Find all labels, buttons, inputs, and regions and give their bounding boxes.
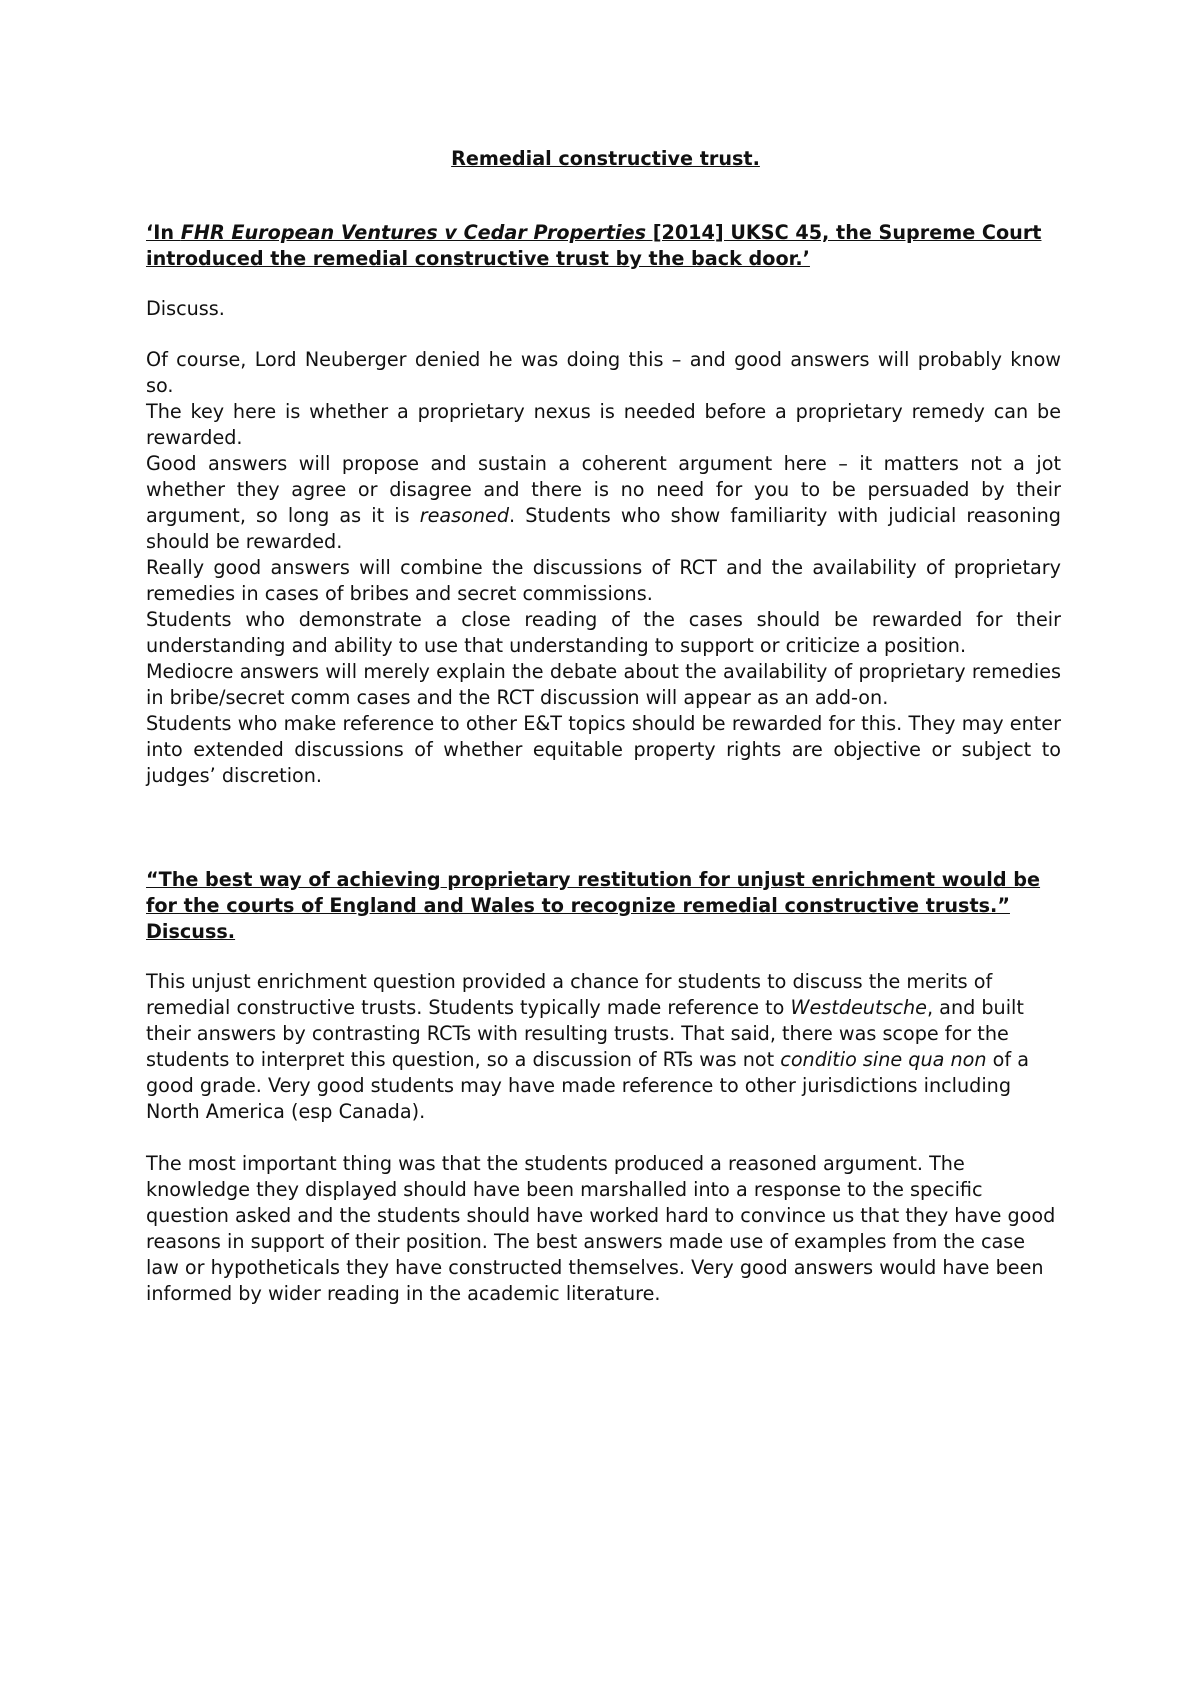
q1-paragraph-2: The key here is whether a proprietary nexus is needed before a proprietary remedy can be rewarded. (146, 400, 1061, 449)
q1-paragraph-3 (146, 451, 1061, 555)
question-2-heading: “The best way of achieving proprietary restitution for unjust enrichment would be for the courts of England and Wales to recognize remedial constructive trusts.” Discuss. (146, 868, 1041, 943)
q1-paragraph-3-part-1: Good answers will propose and sustain a coherent argument here – it matters not a jot whether they agree or disagree and there is no need for you to be persuaded by their argument, so long as it is (146, 452, 1061, 527)
q2-paragraph-1-part-3: of a good grade. Very good students may have made reference to other jurisdictions including North America (esp Canada). (146, 1048, 1030, 1123)
q2-paragraph-1-latin-italic: conditio sine qua non (780, 1048, 987, 1071)
paragraph-spacer (146, 1125, 1061, 1151)
section-spacer (146, 789, 1061, 867)
question-1-instruction: Discuss. (146, 297, 225, 320)
question-1-quote-open: ‘In (146, 221, 181, 244)
q1-paragraph-5: Students who demonstrate a close reading of the cases should be rewarded for their understanding and ability to use that understanding to support or criticize a position. (146, 608, 1061, 657)
question-1-quote-rest: [2014] UKSC 45, the Supreme Court introduced the remedial constructive trust by the back door.’ (146, 221, 1042, 270)
document-title: Remedial constructive trust. (451, 147, 760, 170)
q2-paragraph-1 (146, 969, 1061, 1125)
q2-paragraph-1-part-1: This unjust enrichment question provided a chance for students to discuss the merits of remedial constructive trusts. Students typically made reference to (146, 970, 993, 1019)
q1-paragraph-4: Really good answers will combine the discussions of RCT and the availability of proprietary remedies in cases of bribes and secret commissions. (146, 556, 1061, 605)
q1-paragraph-3-italic: reasoned (419, 504, 510, 527)
q2-paragraph-2: The most important thing was that the students produced a reasoned argument. The knowledge they displayed should have been marshalled into a response to the specific question asked and the students should have worked hard to convince us that they have good reasons in support of their position. The best answers made use of examples from the case law or hypotheticals they have constructed themselves. Very good answers would have been informed by wider reading in the academic literature. (146, 1152, 1056, 1305)
q1-paragraph-7: Students who make reference to other E&T topics should be rewarded for this. They may enter into extended discussions of whether equitable property rights are objective or subject to judges’ discretion. (146, 712, 1061, 787)
question-1-heading (146, 220, 1061, 272)
document-page (146, 146, 1061, 1307)
question-1-case-name: FHR European Ventures v Cedar Properties (180, 221, 647, 244)
q2-paragraph-1-case-italic: Westdeutsche (790, 996, 927, 1019)
q1-paragraph-3-part-2: . Students who show familiarity with judicial reasoning should be rewarded. (146, 504, 1061, 553)
q1-paragraph-6: Mediocre answers will merely explain the debate about the availability of proprietary remedies in bribe/secret comm cases and the RCT discussion will appear as an add-on. (146, 660, 1061, 709)
q2-paragraph-1-part-2: , and built their answers by contrasting RCTs with resulting trusts. That said, there was scope for the students to interpret this question, so a discussion of RTs was not (146, 996, 1024, 1071)
q1-paragraph-1: Of course, Lord Neuberger denied he was doing this – and good answers will probably know so. (146, 348, 1061, 397)
